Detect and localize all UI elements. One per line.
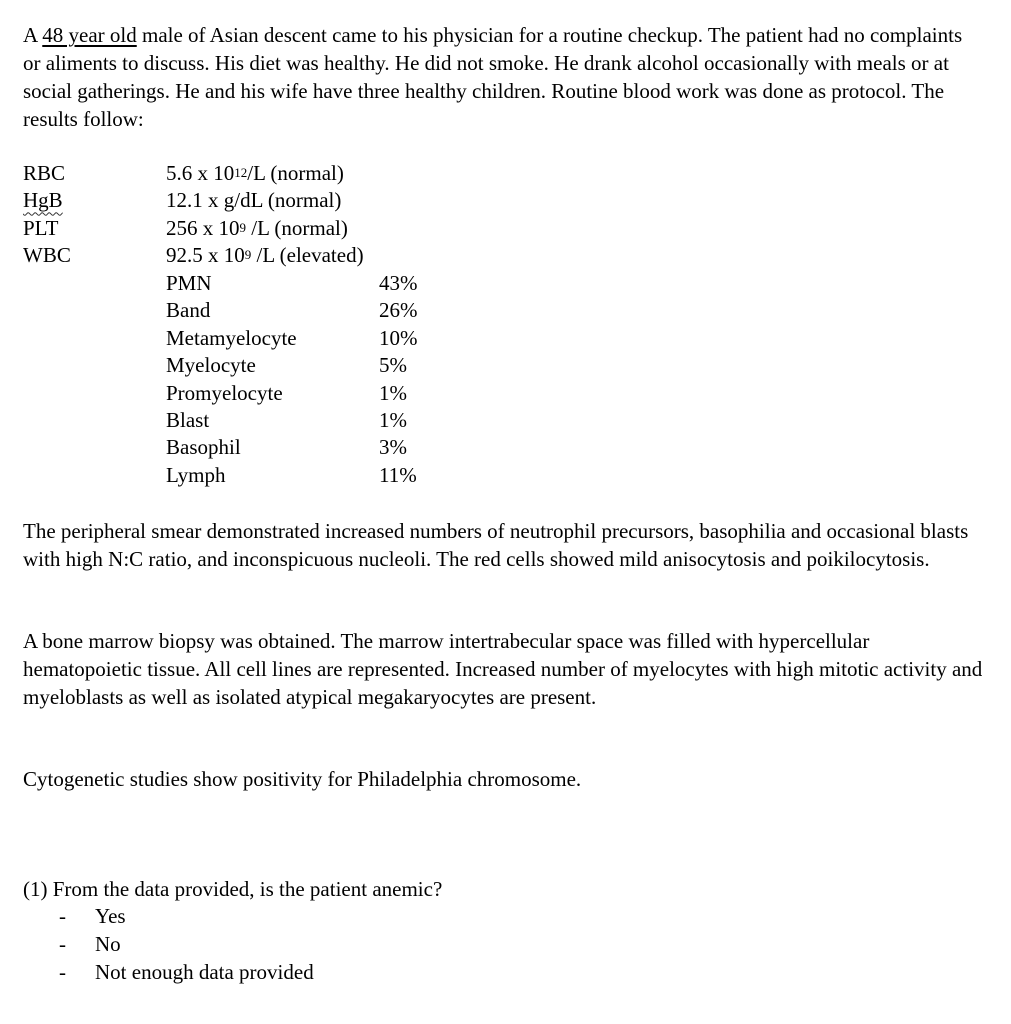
option-label: Yes <box>95 904 126 928</box>
lab-value: 256 x $10^9$ /L (normal) <box>166 215 348 240</box>
diff-row <box>166 269 466 296</box>
marrow-paragraph: A bone marrow biopsy was obtained. The marrow intertrabecular space was filled with hypercellular hematopoietic tissue. All cell lines are represented. Increased number of myelocytes with high mitotic activity and myeloblasts as well as isolated atypical megakaryocytes are present. <box>23 629 983 709</box>
option-label: No <box>95 932 121 956</box>
diff-cell-name: Myelocyte <box>166 353 256 378</box>
diff-cell-name: Promyelocyte <box>166 380 283 405</box>
diff-cell-percent: 11% <box>379 462 417 487</box>
lab-value: 12.1 x g/dL (normal) <box>166 188 342 213</box>
diff-cell-percent: 1% <box>379 380 407 405</box>
diff-cell-percent: 3% <box>379 435 407 460</box>
intro-rest: male of Asian descent came to his physician for a routine checkup. The patient had no complaints or aliments to discuss. His diet was healthy. He did not smoke. He drank alcohol occasionally with meals or at social gatherings. He and his wife have three healthy children. Routine blood work was done as protocol. The results follow: <box>23 23 963 131</box>
diff-cell-name: PMN <box>166 271 212 295</box>
intro-prefix: A <box>23 23 43 47</box>
smear-paragraph: The peripheral smear demonstrated increased numbers of neutrophil precursors, basophilia and occasional blasts with high N:C ratio, and inconspicuous nucleoli. The red cells showed mild anisocytosis and poikilocytosis. <box>23 519 969 571</box>
lab-name: WBC <box>23 243 71 268</box>
diff-row <box>166 351 466 378</box>
lab-value: 5.6 x $10^{12}/L$ (normal) <box>166 161 344 185</box>
lab-row-plt <box>23 214 523 241</box>
document-page <box>23 21 983 984</box>
diff-cell-name: Lymph <box>166 462 226 487</box>
option-no <box>23 930 623 958</box>
intro-paragraph <box>23 21 983 133</box>
option-label: Not enough data provided <box>95 960 314 984</box>
cytogenetics-paragraph: Cytogenetic studies show positivity for Philadelphia chromosome. <box>23 767 582 791</box>
lab-name: PLT <box>23 215 59 240</box>
diff-cell-percent: 10% <box>379 325 418 350</box>
lab-row-rbc <box>23 159 523 186</box>
lab-name: RBC <box>23 161 66 185</box>
lab-row-hgb <box>23 186 523 213</box>
diff-cell-name: Band <box>166 298 211 323</box>
diff-row <box>166 296 466 323</box>
dash-bullet: - <box>59 932 66 956</box>
diff-row <box>166 461 466 488</box>
diff-cell-percent: 26% <box>379 298 418 323</box>
patient-age: 48 year old <box>42 23 137 47</box>
lab-row-wbc <box>23 241 523 268</box>
diff-cell-percent: 43% <box>379 271 418 295</box>
option-not-enough-data <box>23 958 623 986</box>
diff-row <box>166 379 466 406</box>
diff-cell-name: Basophil <box>166 435 241 460</box>
option-yes <box>23 902 623 930</box>
question-text: (1) From the data provided, is the patient anemic? <box>23 877 443 901</box>
diff-cell-name: Blast <box>166 407 210 432</box>
dash-bullet: - <box>59 904 66 928</box>
lab-name: HgB <box>23 188 63 213</box>
diff-cell-percent: 1% <box>379 407 407 432</box>
diff-row <box>166 433 466 460</box>
diff-cell-percent: 5% <box>379 353 407 378</box>
diff-row <box>166 324 466 351</box>
lab-results <box>23 159 523 487</box>
diff-row <box>166 406 466 433</box>
diff-cell-name: Metamyelocyte <box>166 325 297 350</box>
wbc-differential <box>166 269 466 488</box>
answer-options <box>23 902 623 986</box>
lab-value: 92.5 x $10^9$ /L (elevated) <box>166 243 364 268</box>
dash-bullet: - <box>59 960 66 984</box>
